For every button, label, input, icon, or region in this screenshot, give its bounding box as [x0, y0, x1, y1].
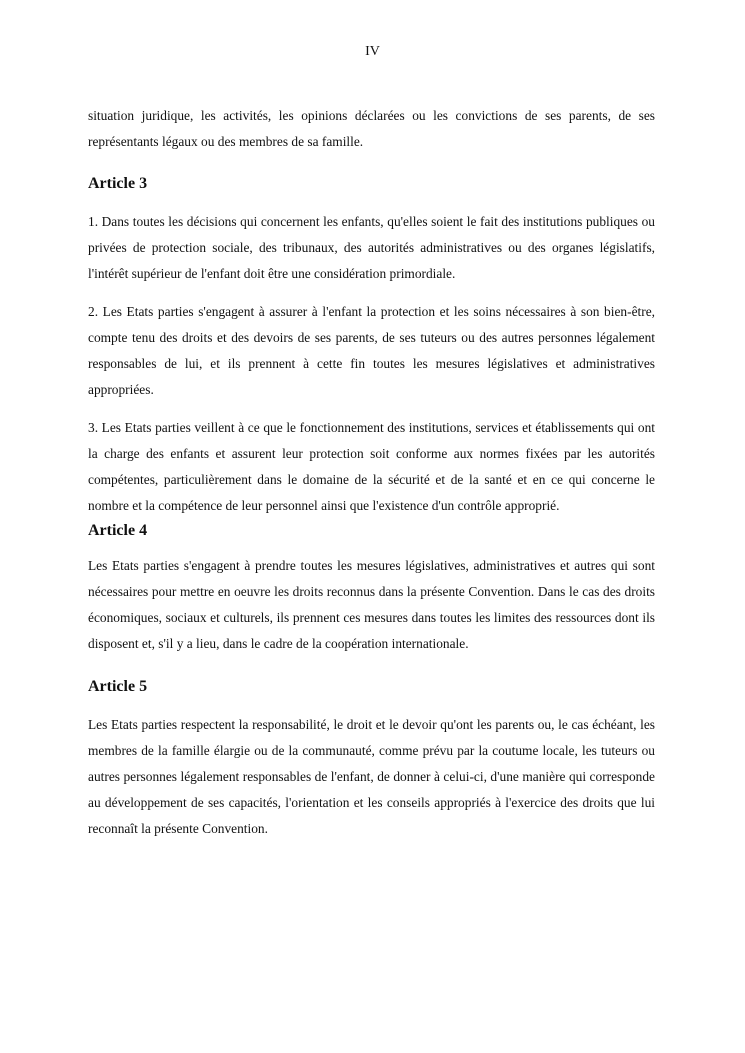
article-5-paragraph: Les Etats parties respectent la responsabilité, le droit et le devoir qu'ont les parents ou, le cas échéant, les membres de la famille élargie ou de la communauté, comme prévu par la coutume locale, les tuteurs ou autres personnes légalement responsables de l'enfant, de donner à celui-ci, d'une manière qui corresponde au développement de ses capacités, l'orientation et les conseils appropriés à l'exercice des droits que lui reconnaît la présente Convention. — [88, 717, 655, 836]
document-body — [88, 103, 655, 842]
article-4-paragraph: Les Etats parties s'engagent à prendre toutes les mesures législatives, administratives et autres qui sont nécessaires pour mettre en oeuvre les droits reconnus dans la présente Convention. Dans le cas des droits économiques, sociaux et culturels, ils prennent ces mesures dans toutes les limites des ressources dont ils disposent et, s'il y a lieu, dans le cadre de la coopération internationale. — [88, 558, 655, 651]
article-3-heading: Article 3 — [88, 175, 148, 192]
article-4-heading: Article 4 — [88, 522, 148, 539]
article-3-paragraph-1: 1. Dans toutes les décisions qui concernent les enfants, qu'elles soient le fait des institutions publiques ou privées de protection sociale, des tribunaux, des autorités administratives ou des organes législatifs, l'intérêt supérieur de l'enfant doit être une considération primordiale. — [88, 214, 655, 281]
article-3-paragraph-2: 2. Les Etats parties s'engagent à assurer à l'enfant la protection et les soins nécessaires à son bien-être, compte tenu des droits et des devoirs de ses parents, de ses tuteurs ou des autres personnes légalement responsables de lui, et ils prennent à cette fin toutes les mesures législatives et administratives appropriées. — [88, 304, 655, 397]
intro-paragraph: situation juridique, les activités, les opinions déclarées ou les convictions de ses parents, de ses représentants légaux ou des membres de sa famille. — [88, 108, 655, 149]
article-3-paragraph-3: 3. Les Etats parties veillent à ce que le fonctionnement des institutions, services et établissements qui ont la charge des enfants et assurent leur protection soit conforme aux normes fixées par les autorités compétentes, particulièrement dans le domaine de la sécurité et de la santé et en ce qui concerne le nombre et la compétence de leur personnel ainsi que l'existence d'un contrôle approprié. — [88, 420, 655, 513]
article-5-heading: Article 5 — [88, 678, 148, 695]
page-number: IV — [365, 44, 380, 59]
